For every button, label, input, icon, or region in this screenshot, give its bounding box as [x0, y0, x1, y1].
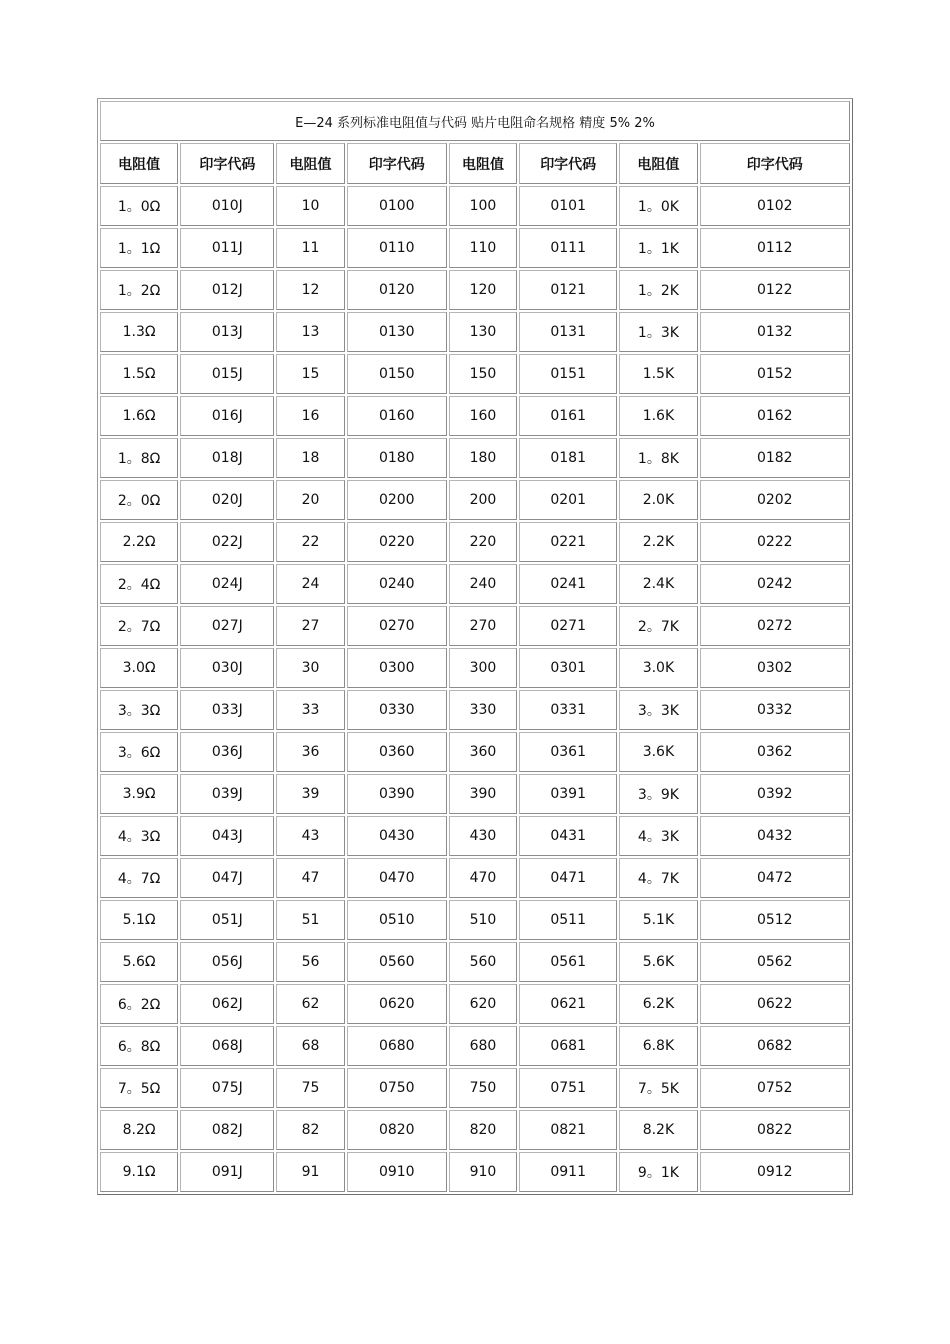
print-code-cell: 033J: [180, 690, 274, 730]
resistance-value-cell: 510: [449, 900, 517, 940]
resistance-value-cell: 82: [276, 1110, 344, 1150]
resistance-value-cell: 1。8Ω: [100, 438, 178, 478]
print-code-cell: 0160: [347, 396, 447, 436]
resistance-value-cell: 4。3K: [619, 816, 697, 856]
resistance-value-cell: 11: [276, 228, 344, 268]
print-code-cell: 082J: [180, 1110, 274, 1150]
header-resistance-value: 电阻值: [619, 143, 697, 184]
print-code-cell: 0132: [700, 312, 850, 352]
resistance-value-cell: 8.2Ω: [100, 1110, 178, 1150]
resistance-value-cell: 390: [449, 774, 517, 814]
resistance-value-cell: 8.2K: [619, 1110, 697, 1150]
table-row: [100, 228, 850, 268]
print-code-cell: 013J: [180, 312, 274, 352]
print-code-cell: 0301: [519, 648, 617, 688]
resistance-value-cell: 5.1Ω: [100, 900, 178, 940]
resistance-value-cell: 3.0Ω: [100, 648, 178, 688]
resistance-value-cell: 22: [276, 522, 344, 562]
resistance-value-cell: 6。2Ω: [100, 984, 178, 1024]
print-code-cell: 0101: [519, 186, 617, 226]
resistance-value-cell: 2。7Ω: [100, 606, 178, 646]
print-code-cell: 0122: [700, 270, 850, 310]
resistance-value-cell: 3.0K: [619, 648, 697, 688]
table-row: [100, 354, 850, 394]
print-code-cell: 0561: [519, 942, 617, 982]
resistance-value-cell: 220: [449, 522, 517, 562]
table-body: [100, 186, 850, 1192]
print-code-cell: 0622: [700, 984, 850, 1024]
resistance-value-cell: 18: [276, 438, 344, 478]
print-code-cell: 0182: [700, 438, 850, 478]
print-code-cell: 0241: [519, 564, 617, 604]
print-code-cell: 024J: [180, 564, 274, 604]
table-row: [100, 942, 850, 982]
resistance-value-cell: 1.6K: [619, 396, 697, 436]
print-code-cell: 0330: [347, 690, 447, 730]
header-print-code: 印字代码: [700, 143, 850, 184]
print-code-cell: 0111: [519, 228, 617, 268]
table-row: [100, 186, 850, 226]
resistance-value-cell: 9。1K: [619, 1152, 697, 1192]
header-print-code: 印字代码: [347, 143, 447, 184]
resistance-value-cell: 15: [276, 354, 344, 394]
resistance-value-cell: 2.2Ω: [100, 522, 178, 562]
print-code-cell: 0911: [519, 1152, 617, 1192]
table-row: [100, 732, 850, 772]
print-code-cell: 0510: [347, 900, 447, 940]
resistance-value-cell: 4。7Ω: [100, 858, 178, 898]
print-code-cell: 0272: [700, 606, 850, 646]
print-code-cell: 0100: [347, 186, 447, 226]
table-row: [100, 438, 850, 478]
print-code-cell: 0202: [700, 480, 850, 520]
resistance-value-cell: 3.9Ω: [100, 774, 178, 814]
print-code-cell: 068J: [180, 1026, 274, 1066]
print-code-cell: 016J: [180, 396, 274, 436]
print-code-cell: 0511: [519, 900, 617, 940]
print-code-cell: 0821: [519, 1110, 617, 1150]
print-code-cell: 0302: [700, 648, 850, 688]
print-code-cell: 0682: [700, 1026, 850, 1066]
resistance-value-cell: 110: [449, 228, 517, 268]
resistance-value-cell: 270: [449, 606, 517, 646]
print-code-cell: 0750: [347, 1068, 447, 1108]
print-code-cell: 0620: [347, 984, 447, 1024]
print-code-cell: 012J: [180, 270, 274, 310]
resistance-value-cell: 13: [276, 312, 344, 352]
print-code-cell: 0332: [700, 690, 850, 730]
resistance-value-cell: 910: [449, 1152, 517, 1192]
print-code-cell: 0361: [519, 732, 617, 772]
header-row: [100, 143, 850, 184]
print-code-cell: 0391: [519, 774, 617, 814]
resistance-value-cell: 2.4K: [619, 564, 697, 604]
resistance-value-cell: 2.2K: [619, 522, 697, 562]
resistance-value-cell: 430: [449, 816, 517, 856]
resistance-value-cell: 9.1Ω: [100, 1152, 178, 1192]
resistance-value-cell: 3.6K: [619, 732, 697, 772]
resistance-value-cell: 6.8K: [619, 1026, 697, 1066]
print-code-cell: 0390: [347, 774, 447, 814]
resistance-value-cell: 130: [449, 312, 517, 352]
resistance-value-cell: 7。5K: [619, 1068, 697, 1108]
resistance-value-cell: 62: [276, 984, 344, 1024]
table-row: [100, 522, 850, 562]
resistance-value-cell: 2。4Ω: [100, 564, 178, 604]
resistance-value-cell: 240: [449, 564, 517, 604]
resistance-value-cell: 33: [276, 690, 344, 730]
resistance-value-cell: 47: [276, 858, 344, 898]
resistance-value-cell: 3。3K: [619, 690, 697, 730]
print-code-cell: 047J: [180, 858, 274, 898]
resistance-value-cell: 1。8K: [619, 438, 697, 478]
table-row: [100, 1152, 850, 1192]
table-row: [100, 690, 850, 730]
header-print-code: 印字代码: [519, 143, 617, 184]
resistance-value-cell: 3。9K: [619, 774, 697, 814]
title-row: [100, 101, 850, 141]
table-row: [100, 1026, 850, 1066]
print-code-cell: 0240: [347, 564, 447, 604]
print-code-cell: 0331: [519, 690, 617, 730]
print-code-cell: 0221: [519, 522, 617, 562]
table-row: [100, 774, 850, 814]
resistance-value-cell: 1。1Ω: [100, 228, 178, 268]
print-code-cell: 0820: [347, 1110, 447, 1150]
resistance-value-cell: 100: [449, 186, 517, 226]
resistance-value-cell: 56: [276, 942, 344, 982]
table-title: E—24 系列标准电阻值与代码 贴片电阻命名规格 精度 5% 2%: [100, 101, 850, 141]
resistance-value-cell: 750: [449, 1068, 517, 1108]
table-row: [100, 984, 850, 1024]
resistor-code-table: [97, 98, 853, 1195]
resistance-value-cell: 300: [449, 648, 517, 688]
resistance-value-cell: 2。7K: [619, 606, 697, 646]
table-row: [100, 270, 850, 310]
print-code-cell: 0431: [519, 816, 617, 856]
print-code-cell: 043J: [180, 816, 274, 856]
print-code-cell: 0112: [700, 228, 850, 268]
print-code-cell: 0181: [519, 438, 617, 478]
print-code-cell: 0562: [700, 942, 850, 982]
print-code-cell: 022J: [180, 522, 274, 562]
resistance-value-cell: 4。7K: [619, 858, 697, 898]
table-row: [100, 606, 850, 646]
print-code-cell: 0130: [347, 312, 447, 352]
resistance-value-cell: 30: [276, 648, 344, 688]
resistance-value-cell: 3。6Ω: [100, 732, 178, 772]
print-code-cell: 0201: [519, 480, 617, 520]
header-resistance-value: 电阻值: [449, 143, 517, 184]
print-code-cell: 011J: [180, 228, 274, 268]
print-code-cell: 0151: [519, 354, 617, 394]
print-code-cell: 0300: [347, 648, 447, 688]
resistance-value-cell: 1。2K: [619, 270, 697, 310]
resistance-value-cell: 24: [276, 564, 344, 604]
print-code-cell: 0681: [519, 1026, 617, 1066]
resistance-value-cell: 2.0K: [619, 480, 697, 520]
resistance-value-cell: 20: [276, 480, 344, 520]
resistance-value-cell: 3。3Ω: [100, 690, 178, 730]
resistance-value-cell: 6。8Ω: [100, 1026, 178, 1066]
print-code-cell: 027J: [180, 606, 274, 646]
print-code-cell: 0270: [347, 606, 447, 646]
resistance-value-cell: 1。3K: [619, 312, 697, 352]
print-code-cell: 075J: [180, 1068, 274, 1108]
resistance-value-cell: 680: [449, 1026, 517, 1066]
resistance-value-cell: 150: [449, 354, 517, 394]
print-code-cell: 0392: [700, 774, 850, 814]
resistance-value-cell: 560: [449, 942, 517, 982]
resistance-value-cell: 68: [276, 1026, 344, 1066]
resistance-value-cell: 7。5Ω: [100, 1068, 178, 1108]
print-code-cell: 091J: [180, 1152, 274, 1192]
resistance-value-cell: 1.5Ω: [100, 354, 178, 394]
header-resistance-value: 电阻值: [100, 143, 178, 184]
print-code-cell: 062J: [180, 984, 274, 1024]
resistance-value-cell: 91: [276, 1152, 344, 1192]
print-code-cell: 0910: [347, 1152, 447, 1192]
resistance-value-cell: 51: [276, 900, 344, 940]
print-code-cell: 0472: [700, 858, 850, 898]
resistance-value-cell: 4。3Ω: [100, 816, 178, 856]
resistance-value-cell: 160: [449, 396, 517, 436]
table-row: [100, 900, 850, 940]
resistance-value-cell: 1。2Ω: [100, 270, 178, 310]
print-code-cell: 0512: [700, 900, 850, 940]
print-code-cell: 020J: [180, 480, 274, 520]
print-code-cell: 0471: [519, 858, 617, 898]
resistance-value-cell: 1。1K: [619, 228, 697, 268]
resistance-value-cell: 1.3Ω: [100, 312, 178, 352]
print-code-cell: 0822: [700, 1110, 850, 1150]
table-row: [100, 1068, 850, 1108]
print-code-cell: 036J: [180, 732, 274, 772]
resistance-value-cell: 2。0Ω: [100, 480, 178, 520]
print-code-cell: 0220: [347, 522, 447, 562]
table-row: [100, 312, 850, 352]
resistance-value-cell: 180: [449, 438, 517, 478]
table-row: [100, 564, 850, 604]
print-code-cell: 0200: [347, 480, 447, 520]
resistance-value-cell: 16: [276, 396, 344, 436]
resistance-value-cell: 75: [276, 1068, 344, 1108]
resistance-value-cell: 5.6Ω: [100, 942, 178, 982]
resistance-value-cell: 820: [449, 1110, 517, 1150]
resistance-value-cell: 43: [276, 816, 344, 856]
resistance-value-cell: 470: [449, 858, 517, 898]
table-row: [100, 816, 850, 856]
print-code-cell: 0162: [700, 396, 850, 436]
print-code-cell: 0912: [700, 1152, 850, 1192]
resistance-value-cell: 5.6K: [619, 942, 697, 982]
resistance-value-cell: 6.2K: [619, 984, 697, 1024]
print-code-cell: 0432: [700, 816, 850, 856]
print-code-cell: 039J: [180, 774, 274, 814]
print-code-cell: 0120: [347, 270, 447, 310]
print-code-cell: 018J: [180, 438, 274, 478]
resistance-value-cell: 620: [449, 984, 517, 1024]
print-code-cell: 0560: [347, 942, 447, 982]
print-code-cell: 0271: [519, 606, 617, 646]
resistance-value-cell: 1。0Ω: [100, 186, 178, 226]
print-code-cell: 0102: [700, 186, 850, 226]
print-code-cell: 0180: [347, 438, 447, 478]
print-code-cell: 0242: [700, 564, 850, 604]
print-code-cell: 0110: [347, 228, 447, 268]
print-code-cell: 0161: [519, 396, 617, 436]
table-row: [100, 480, 850, 520]
table-row: [100, 648, 850, 688]
print-code-cell: 0150: [347, 354, 447, 394]
resistance-value-cell: 39: [276, 774, 344, 814]
resistance-value-cell: 27: [276, 606, 344, 646]
resistance-value-cell: 360: [449, 732, 517, 772]
print-code-cell: 0121: [519, 270, 617, 310]
print-code-cell: 056J: [180, 942, 274, 982]
print-code-cell: 0360: [347, 732, 447, 772]
print-code-cell: 0621: [519, 984, 617, 1024]
print-code-cell: 0680: [347, 1026, 447, 1066]
table-row: [100, 396, 850, 436]
resistance-value-cell: 1.5K: [619, 354, 697, 394]
print-code-cell: 0362: [700, 732, 850, 772]
resistance-value-cell: 5.1K: [619, 900, 697, 940]
print-code-cell: 0430: [347, 816, 447, 856]
table-row: [100, 858, 850, 898]
print-code-cell: 0152: [700, 354, 850, 394]
print-code-cell: 0131: [519, 312, 617, 352]
print-code-cell: 0751: [519, 1068, 617, 1108]
print-code-cell: 051J: [180, 900, 274, 940]
resistance-value-cell: 330: [449, 690, 517, 730]
resistance-value-cell: 36: [276, 732, 344, 772]
print-code-cell: 0752: [700, 1068, 850, 1108]
resistance-value-cell: 120: [449, 270, 517, 310]
print-code-cell: 010J: [180, 186, 274, 226]
document-page: [97, 98, 853, 1195]
resistance-value-cell: 12: [276, 270, 344, 310]
print-code-cell: 0470: [347, 858, 447, 898]
resistance-value-cell: 1。0K: [619, 186, 697, 226]
print-code-cell: 030J: [180, 648, 274, 688]
resistance-value-cell: 200: [449, 480, 517, 520]
print-code-cell: 0222: [700, 522, 850, 562]
table-row: [100, 1110, 850, 1150]
resistance-value-cell: 1.6Ω: [100, 396, 178, 436]
header-resistance-value: 电阻值: [276, 143, 344, 184]
print-code-cell: 015J: [180, 354, 274, 394]
resistance-value-cell: 10: [276, 186, 344, 226]
header-print-code: 印字代码: [180, 143, 274, 184]
